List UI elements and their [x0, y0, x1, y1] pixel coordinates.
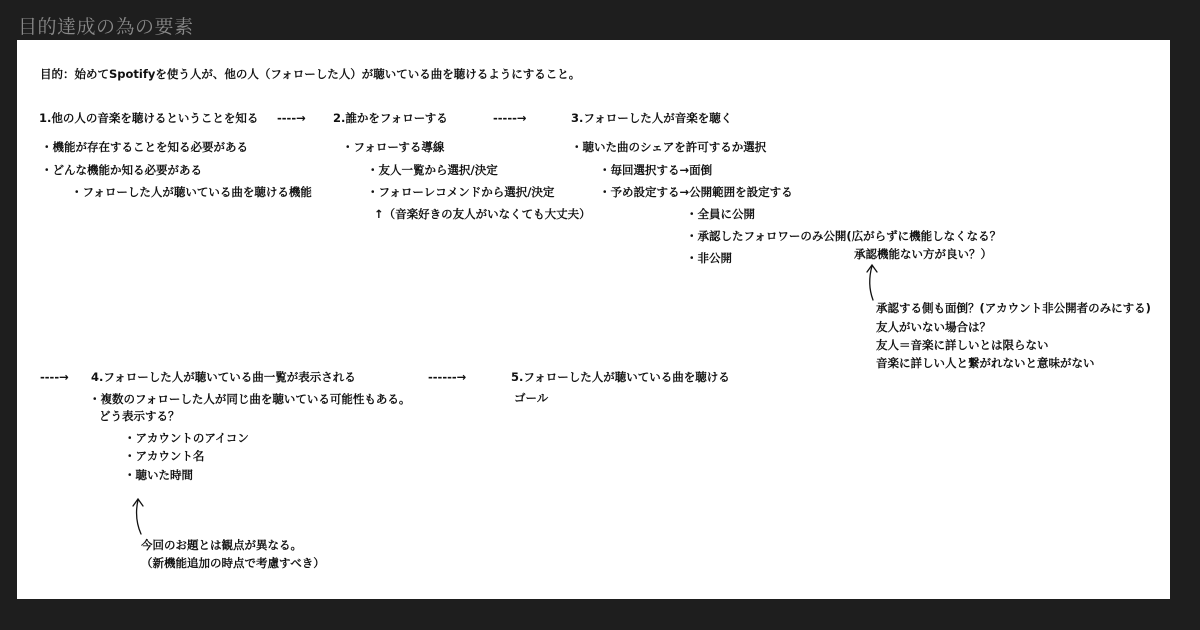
step-3-note: 友人がいない場合は？: [876, 320, 991, 334]
step-1-item: ・フォローした人が聴いている曲を聴ける機能: [71, 185, 312, 199]
step-2-item: ・フォローレコメンドから選択/決定: [367, 185, 555, 199]
step-4-item: どう表示する？: [99, 409, 180, 423]
whiteboard-canvas: [17, 40, 1170, 599]
step-3-item: ・聴いた曲のシェアを許可するか選択: [571, 140, 767, 154]
step-5-goal: ゴール: [514, 391, 549, 405]
step-1-item: ・機能が存在することを知る必要がある: [41, 140, 248, 154]
step-2-item: ・フォローする導線: [342, 140, 445, 154]
step-3-note: 承認する側も面倒？(アカウント非公開者のみにする): [876, 301, 1151, 315]
step-3-item: ・予め設定する→公開範囲を設定する: [599, 185, 793, 199]
step-1-item: ・どんな機能か知る必要がある: [41, 163, 202, 177]
step-4-item: ・複数のフォローした人が同じ曲を聴いている可能性もある。: [89, 392, 411, 406]
step-4-item: ・アカウントのアイコン: [124, 431, 249, 445]
step-4-note: 今回のお題とは観点が異なる。: [141, 538, 302, 552]
up-arrow-icon: [129, 496, 149, 536]
step-2-title: 2.誰かをフォローする: [333, 111, 448, 125]
step-5-title: 5.フォローした人が聴いている曲を聴ける: [511, 370, 730, 384]
step-3-note: 友人＝音楽に詳しいとは限らない: [876, 338, 1049, 352]
step-2-item: ・友人一覧から選択/決定: [367, 163, 498, 177]
up-arrow-icon: [863, 262, 883, 302]
step-4-note: （新機能追加の時点で考慮すべき）: [141, 556, 325, 570]
step-3-title: 3.フォローした人が音楽を聴く: [571, 111, 733, 125]
step-3-item: ・全員に公開: [686, 207, 755, 221]
connector-3-4: ----→: [40, 370, 69, 384]
step-3-item: ・毎回選択する→面倒: [599, 163, 713, 177]
step-3-item: 承認機能ない方が良い？）: [854, 247, 992, 261]
connector-1-2: ----→: [277, 111, 306, 125]
step-2-note: ↑（音楽好きの友人がいなくても大丈夫）: [374, 207, 591, 221]
step-3-item: ・承認したフォロワーのみ公開(広がらずに機能しなくなる？: [686, 229, 1002, 243]
goal-statement: 目的：始めてSpotifyを使う人が、他の人（フォローした人）が聴いている曲を聴けるようにすること。: [40, 67, 581, 81]
step-3-item: ・非公開: [686, 251, 732, 265]
step-3-note: 音楽に詳しい人と繋がれないと意味がない: [876, 356, 1095, 370]
step-4-item: ・聴いた時間: [124, 468, 193, 482]
connector-4-5: ------→: [428, 370, 467, 384]
frame-title: 目的達成の為の要素: [18, 16, 194, 38]
connector-2-3: -----→: [493, 111, 527, 125]
step-4-title: 4.フォローした人が聴いている曲一覧が表示される: [91, 370, 356, 384]
step-4-item: ・アカウント名: [124, 449, 205, 463]
step-1-title: 1.他の人の音楽を聴けるということを知る: [39, 111, 259, 125]
